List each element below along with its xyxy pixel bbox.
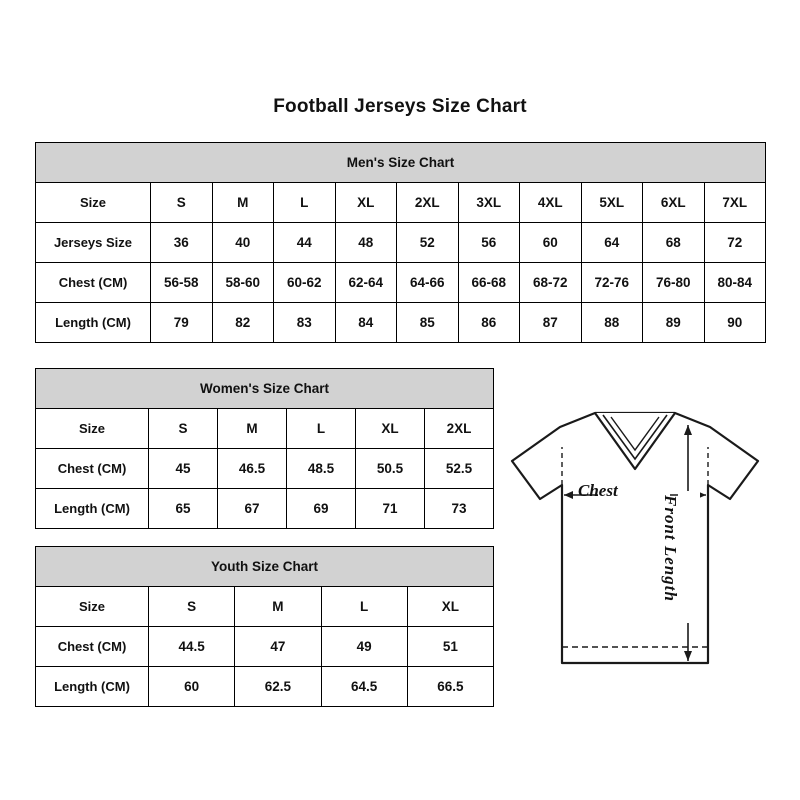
table-cell: 76-80: [643, 263, 705, 303]
table-cell: XL: [335, 183, 397, 223]
row-label: Chest (CM): [36, 627, 149, 667]
table-cell: 64: [581, 223, 643, 263]
table-cell: 47: [235, 627, 321, 667]
table-cell: 58-60: [212, 263, 274, 303]
table-row: [36, 449, 494, 489]
table-cell: 71: [356, 489, 425, 529]
row-label: Size: [36, 409, 149, 449]
table-cell: 87: [520, 303, 582, 343]
table-cell: S: [151, 183, 213, 223]
table-cell: 66.5: [407, 667, 493, 707]
table-cell: 51: [407, 627, 493, 667]
table-cell: 36: [151, 223, 213, 263]
table-cell: 44.5: [149, 627, 235, 667]
table-cell: 80-84: [704, 263, 766, 303]
table-cell: 64-66: [397, 263, 459, 303]
table-cell: 90: [704, 303, 766, 343]
row-label: Size: [36, 183, 151, 223]
table-caption-row: [36, 369, 494, 409]
table-cell: 72: [704, 223, 766, 263]
table-cell: 69: [287, 489, 356, 529]
table-cell: 88: [581, 303, 643, 343]
table-cell: 60: [149, 667, 235, 707]
table-cell: 48: [335, 223, 397, 263]
row-label: Chest (CM): [36, 263, 151, 303]
jersey-measurement-diagram: [500, 395, 790, 695]
table-row: [36, 223, 766, 263]
table-cell: 60-62: [274, 263, 336, 303]
chest-measure-label: Chest: [578, 481, 618, 500]
front-length-measure-label: Front Length: [661, 495, 680, 602]
table-cell: L: [321, 587, 407, 627]
table-cell: M: [212, 183, 274, 223]
youth-size-chart-table: [35, 546, 494, 707]
table-cell: 2XL: [397, 183, 459, 223]
table-cell: 66-68: [458, 263, 520, 303]
table-row: [36, 667, 494, 707]
table-cell: 65: [149, 489, 218, 529]
table-cell: 64.5: [321, 667, 407, 707]
table-cell: 89: [643, 303, 705, 343]
mens-size-chart-section: [35, 142, 765, 343]
table-row: [36, 303, 766, 343]
table-cell: 7XL: [704, 183, 766, 223]
table-cell: 3XL: [458, 183, 520, 223]
table-cell: 52: [397, 223, 459, 263]
womens-size-chart-section: [35, 368, 493, 529]
table-cell: XL: [356, 409, 425, 449]
youth-size-chart-section: [35, 546, 493, 707]
row-label: Size: [36, 587, 149, 627]
table-cell: 49: [321, 627, 407, 667]
row-label: Length (CM): [36, 303, 151, 343]
table-row: [36, 263, 766, 303]
row-label: Length (CM): [36, 667, 149, 707]
table-row: [36, 409, 494, 449]
table-cell: 85: [397, 303, 459, 343]
table-cell: 62.5: [235, 667, 321, 707]
table-cell: 82: [212, 303, 274, 343]
table-cell: 56-58: [151, 263, 213, 303]
table-cell: 40: [212, 223, 274, 263]
table-cell: 6XL: [643, 183, 705, 223]
table-cell: M: [235, 587, 321, 627]
table-cell: S: [149, 409, 218, 449]
table-cell: 45: [149, 449, 218, 489]
table-cell: 52.5: [425, 449, 494, 489]
row-label: Jerseys Size: [36, 223, 151, 263]
table-cell: L: [287, 409, 356, 449]
table-cell: 62-64: [335, 263, 397, 303]
table-cell: 79: [151, 303, 213, 343]
womens-size-chart-table: [35, 368, 494, 529]
table-row: [36, 627, 494, 667]
table-cell: 72-76: [581, 263, 643, 303]
table-cell: M: [218, 409, 287, 449]
table-cell: 48.5: [287, 449, 356, 489]
mens-size-chart-table: [35, 142, 766, 343]
table-cell: 68-72: [520, 263, 582, 303]
table-cell: 44: [274, 223, 336, 263]
table-cell: 83: [274, 303, 336, 343]
mens-table-caption: Men's Size Chart: [36, 143, 766, 183]
jersey-shirt-icon: [500, 395, 790, 695]
womens-table-caption: Women's Size Chart: [36, 369, 494, 409]
table-cell: 50.5: [356, 449, 425, 489]
table-cell: L: [274, 183, 336, 223]
table-row: [36, 587, 494, 627]
table-cell: S: [149, 587, 235, 627]
table-cell: 67: [218, 489, 287, 529]
table-cell: 68: [643, 223, 705, 263]
table-cell: 2XL: [425, 409, 494, 449]
table-row: [36, 183, 766, 223]
table-caption-row: [36, 547, 494, 587]
table-cell: 60: [520, 223, 582, 263]
table-cell: 86: [458, 303, 520, 343]
table-cell: 73: [425, 489, 494, 529]
table-cell: 84: [335, 303, 397, 343]
table-cell: 56: [458, 223, 520, 263]
table-row: [36, 489, 494, 529]
page-title: Football Jerseys Size Chart: [273, 96, 527, 117]
youth-table-caption: Youth Size Chart: [36, 547, 494, 587]
row-label: Length (CM): [36, 489, 149, 529]
table-caption-row: [36, 143, 766, 183]
table-cell: 4XL: [520, 183, 582, 223]
row-label: Chest (CM): [36, 449, 149, 489]
table-cell: 46.5: [218, 449, 287, 489]
table-cell: XL: [407, 587, 493, 627]
table-cell: 5XL: [581, 183, 643, 223]
